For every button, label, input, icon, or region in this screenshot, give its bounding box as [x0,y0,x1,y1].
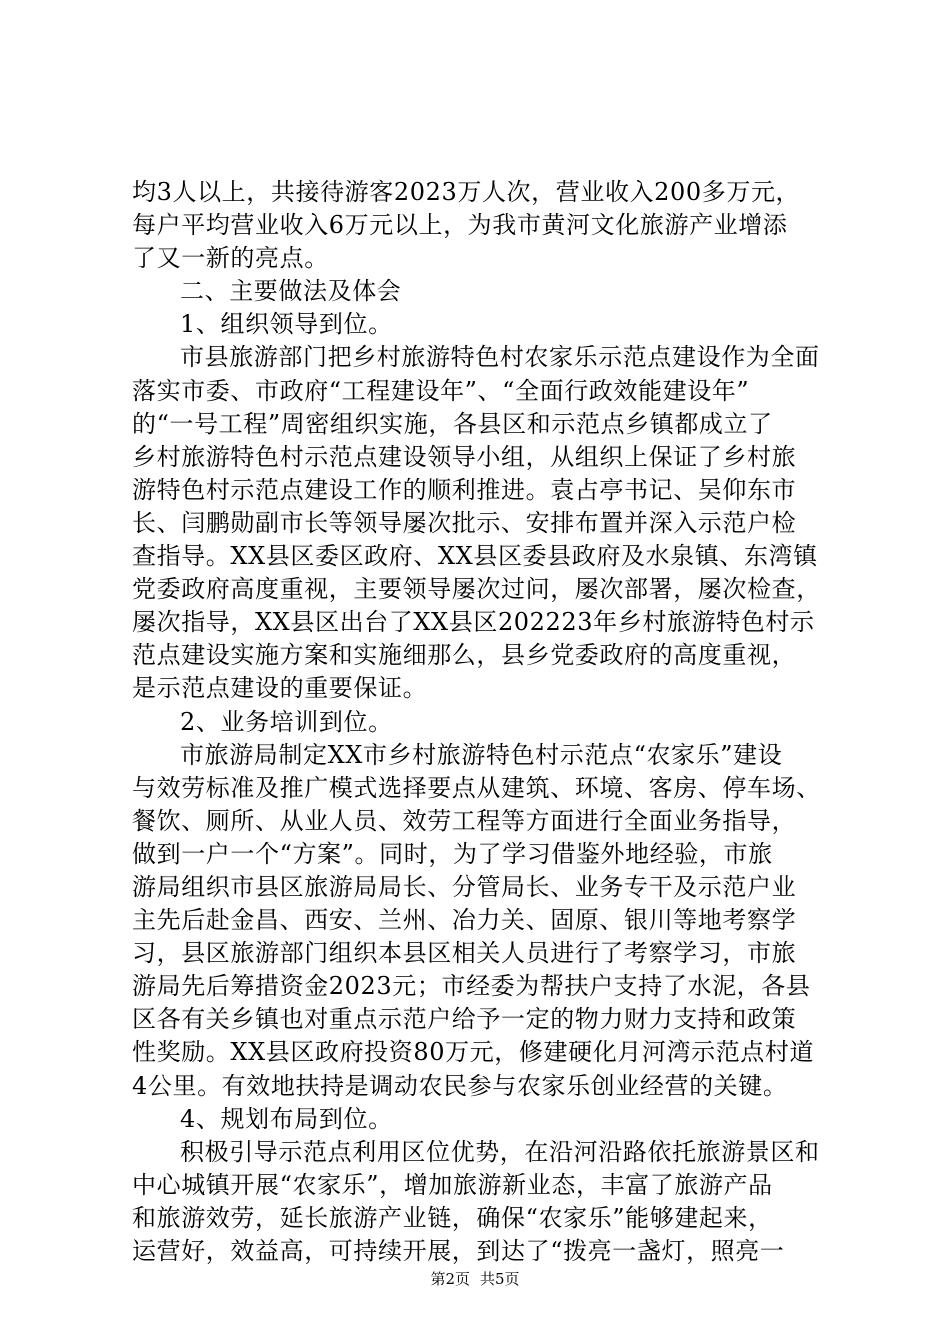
paragraph-line: 均3人以上，共接待游客2023万人次，营业收入200多万元， [132,178,801,206]
paragraph-line: 市旅游局制定XX市乡村旅游特色村示范点“农家乐”建设 [180,740,783,769]
paragraph-line: 党委政府高度重视，主要领导屡次过问，屡次部署，屡次检查， [132,575,821,604]
subsection-heading: 2、业务培训到位。 [180,707,393,736]
paragraph-line: 是示范点建设的重要保证。 [132,674,428,703]
paragraph-line: 积极引导示范点利用区位优势，在沿河沿路依托旅游景区和 [180,1137,820,1166]
subsection-heading: 4、规划布局到位。 [180,1104,393,1133]
paragraph-line: 了又一新的亮点。 [132,244,329,273]
page-total: 共5页 [480,1270,520,1288]
page-footer [0,1269,950,1289]
paragraph-line: 性奖励。XX县区政府投资80万元，修建硬化月河湾示范点村道 [132,1038,815,1067]
paragraph-line: 长、闫鹏勋副市长等领导屡次批示、安排布置并深入示范户检 [132,508,797,537]
paragraph-line: 每户平均营业收入6万元以上，为我市黄河文化旅游产业增添 [132,211,788,240]
paragraph-line: 与效劳标准及推广模式选择要点从建筑、环境、客房、停车场、 [132,773,821,802]
paragraph-line: 做到一户一个“方案”。同时，为了学习借鉴外地经验，市旅 [132,839,773,868]
paragraph-line: 习，县区旅游部门组织本县区相关人员进行了考察学习，市旅 [132,939,797,968]
paragraph-line: 游特色村示范点建设工作的顺利推进。袁占亭书记、吴仰东市 [132,475,797,504]
paragraph-line: 4公里。有效地扶持是调动农民参与农家乐创业经营的关键。 [132,1071,788,1100]
document-body [132,176,832,1268]
paragraph-line: 市县旅游部门把乡村旅游特色村农家乐示范点建设作为全面 [180,343,820,372]
paragraph-line: 中心城镇开展“农家乐”，增加旅游新业态，丰富了旅游产品 [132,1170,773,1199]
paragraph-line: 主先后赴金昌、西安、兰州、冶力关、固原、银川等地考察学 [132,906,797,935]
paragraph-line: 的“一号工程”周密组织实施，各县区和示范点乡镇都成立了 [132,409,773,438]
paragraph-line: 范点建设实施方案和实施细那么，县乡党委政府的高度重视， [132,641,797,670]
paragraph-line: 和旅游效劳，延长旅游产业链，确保“农家乐”能够建起来， [132,1203,773,1232]
section-heading: 二、主要做法及体会 [180,277,402,306]
page-number: 第2页 [430,1270,470,1288]
paragraph-line: 餐饮、厕所、从业人员、效劳工程等方面进行全面业务指导， [132,806,797,835]
paragraph-line: 落实市委、市政府“工程建设年”、“全面行政效能建设年” [132,376,750,405]
paragraph-line: 游局先后筹措资金2023元；市经委为帮扶户支持了水泥，各县 [132,972,811,1001]
paragraph-line: 游局组织市县区旅游局局长、分管局长、业务专干及示范户业 [132,872,797,901]
subsection-heading: 1、组织领导到位。 [180,310,393,339]
paragraph-line: 查指导。XX县区委区政府、XX县区委县政府及水泉镇、东湾镇 [132,542,818,571]
paragraph-line: 屡次指导，XX县区出台了XX县区202223年乡村旅游特色村示 [132,608,815,637]
paragraph-line: 运营好，效益高，可持续开展，到达了“拨亮一盏灯，照亮一 [132,1237,785,1265]
paragraph-line: 区各有关乡镇也对重点示范户给予一定的物力财力支持和政策 [132,1005,797,1034]
paragraph-line: 乡村旅游特色村示范点建设领导小组，从组织上保证了乡村旅 [132,442,797,471]
